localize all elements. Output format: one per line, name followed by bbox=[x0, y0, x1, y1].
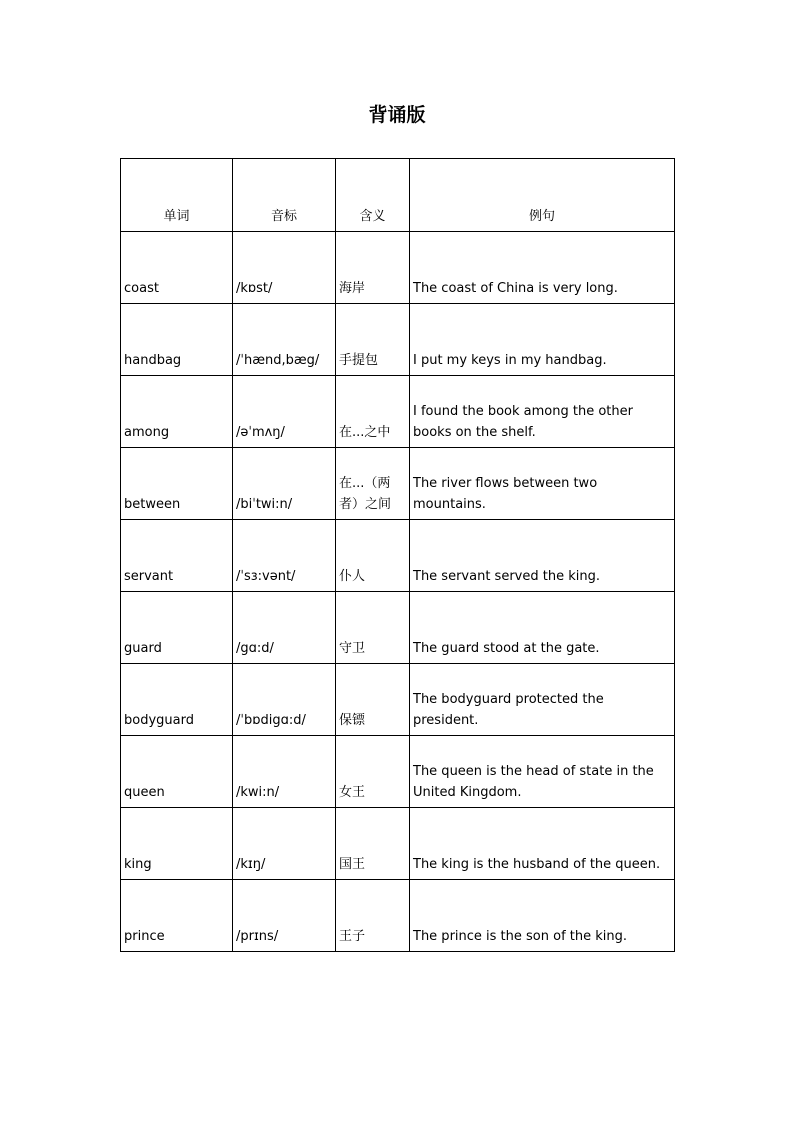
table-row bbox=[121, 520, 675, 592]
table-row bbox=[121, 304, 675, 376]
cell-example: The coast of China is very long. bbox=[410, 232, 675, 304]
cell-phonetic: /kɪŋ/ bbox=[233, 808, 336, 880]
cell-phonetic: /kɒst/ bbox=[233, 232, 336, 304]
table-row bbox=[121, 232, 675, 304]
cell-meaning: 手提包 bbox=[336, 304, 410, 376]
cell-example: The prince is the son of the king. bbox=[410, 880, 675, 952]
table-row bbox=[121, 736, 675, 808]
cell-word: handbag bbox=[121, 304, 233, 376]
cell-word: queen bbox=[121, 736, 233, 808]
cell-example: The queen is the head of state in the United Kingdom. bbox=[410, 736, 675, 808]
cell-phonetic: /ˈhænd,bæg/ bbox=[233, 304, 336, 376]
cell-phonetic: /əˈmʌŋ/ bbox=[233, 376, 336, 448]
cell-example: The servant served the king. bbox=[410, 520, 675, 592]
page-title: 背诵版 bbox=[368, 104, 426, 126]
cell-word: among bbox=[121, 376, 233, 448]
cell-example: I put my keys in my handbag. bbox=[410, 304, 675, 376]
cell-meaning: 仆人 bbox=[336, 520, 410, 592]
cell-example: The king is the husband of the queen. bbox=[410, 808, 675, 880]
cell-word: prince bbox=[121, 880, 233, 952]
table-row bbox=[121, 808, 675, 880]
header-example: 例句 bbox=[410, 159, 675, 232]
cell-phonetic: /prɪns/ bbox=[233, 880, 336, 952]
table-row bbox=[121, 592, 675, 664]
header-phonetic: 音标 bbox=[233, 159, 336, 232]
cell-phonetic: /ˈbɒdigɑ:d/ bbox=[233, 664, 336, 736]
cell-meaning: 国王 bbox=[336, 808, 410, 880]
cell-meaning: 在...之中 bbox=[336, 376, 410, 448]
table-row bbox=[121, 376, 675, 448]
cell-meaning: 王子 bbox=[336, 880, 410, 952]
cell-phonetic: /biˈtwi:n/ bbox=[233, 448, 336, 520]
cell-word: bodyguard bbox=[121, 664, 233, 736]
cell-word: king bbox=[121, 808, 233, 880]
table-row bbox=[121, 664, 675, 736]
table-row bbox=[121, 880, 675, 952]
cell-example: The guard stood at the gate. bbox=[410, 592, 675, 664]
cell-meaning: 海岸 bbox=[336, 232, 410, 304]
cell-phonetic: /ˈsɜ:vənt/ bbox=[233, 520, 336, 592]
cell-word: guard bbox=[121, 592, 233, 664]
vocabulary-table bbox=[120, 158, 675, 952]
cell-phonetic: /gɑ:d/ bbox=[233, 592, 336, 664]
cell-meaning: 保镖 bbox=[336, 664, 410, 736]
header-word: 单词 bbox=[121, 159, 233, 232]
table-header-row bbox=[121, 159, 675, 232]
cell-example: The bodyguard protected the president. bbox=[410, 664, 675, 736]
cell-meaning: 女王 bbox=[336, 736, 410, 808]
cell-meaning: 在...（两者）之间 bbox=[336, 448, 410, 520]
cell-word: servant bbox=[121, 520, 233, 592]
cell-word: coast bbox=[121, 232, 233, 304]
cell-phonetic: /kwi:n/ bbox=[233, 736, 336, 808]
cell-example: I found the book among the other books on the shelf. bbox=[410, 376, 675, 448]
cell-meaning: 守卫 bbox=[336, 592, 410, 664]
table-row bbox=[121, 448, 675, 520]
cell-example: The river flows between two mountains. bbox=[410, 448, 675, 520]
header-meaning: 含义 bbox=[336, 159, 410, 232]
cell-word: between bbox=[121, 448, 233, 520]
